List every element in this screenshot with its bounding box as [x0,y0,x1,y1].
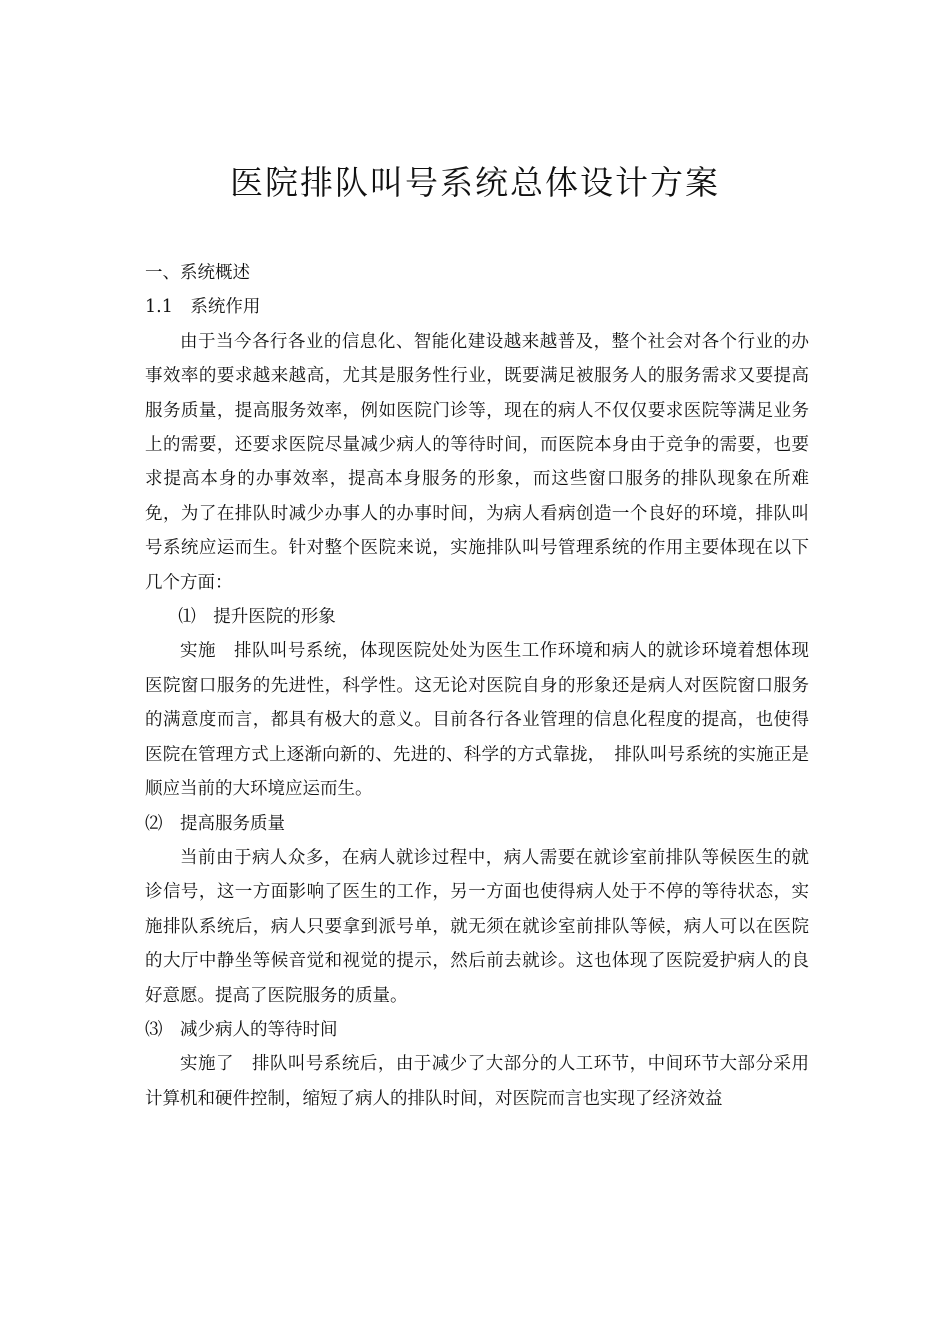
subsection-heading-system-role: 1.1 系统作用 [145,297,261,318]
item-3-paragraph: 实施了 排队叫号系统后，由于减少了大部分的人工环节，中间环节大部分采用计算机和硬件控制，缩短了病人的排队时间，对医院而言也实现了经济效益 [145,1054,809,1109]
intro-paragraph: 由于当今各行各业的信息化、智能化建设越来越普及，整个社会对各个行业的办事效率的要求越来越高，尤其是服务性行业，既要满足被服务人的服务需求又要提高服务质量，提高服务效率，例如医院门诊等，现在的病人不仅仅要求医院等满足业务上的需要，还要求医院尽量减少病人的等待时间，而医院本身由于竞争的需要，也要求提高本身的办事效率，提高本身服务的形象，而这些窗口服务的排队现象在所难免，为了在排队时减少办事人的办事时间，为病人看病创造一个良好的环境，排队叫号系统应运而生。针对整个医院来说，实施排队叫号管理系统的作用主要体现在以下几个方面： [145,331,809,593]
item-2-paragraph: 当前由于病人众多，在病人就诊过程中，病人需要在就诊室前排队等候医生的就诊信号，这一方面影响了医生的工作，另一方面也使得病人处于不停的等待状态，实施排队系统后，病人只要拿到派号单，就无须在就诊室前排队等候，病人可以在医院的大厅中静坐等候音觉和视觉的提示，然后前去就诊。这也体现了医院爱护病人的良好意愿。提高了医院服务的质量。 [145,847,809,1006]
item-2-heading: ⑵ 提高服务质量 [145,813,285,834]
document-body [145,256,809,1116]
section-heading-overview: 一、系统概述 [145,263,250,283]
item-1-heading: ⑴ 提升医院的形象 [178,607,336,628]
document-title: 医院排队叫号系统总体设计方案 [230,163,720,202]
item-3-heading: ⑶ 减少病人的等待时间 [145,1019,338,1040]
item-1-paragraph: 实施 排队叫号系统，体现医院处处为医生工作环境和病人的就诊环境着想体现医院窗口服务的先进性，科学性。这无论对医院自身的形象还是病人对医院窗口服务的满意度而言，都具有极大的意义。目前各行各业管理的信息化程度的提高，也使得医院在管理方式上逐渐向新的、先进的、科学的方式靠拢， 排队叫号系统的实施正是顺应当前的大环境应运而生。 [145,641,809,800]
